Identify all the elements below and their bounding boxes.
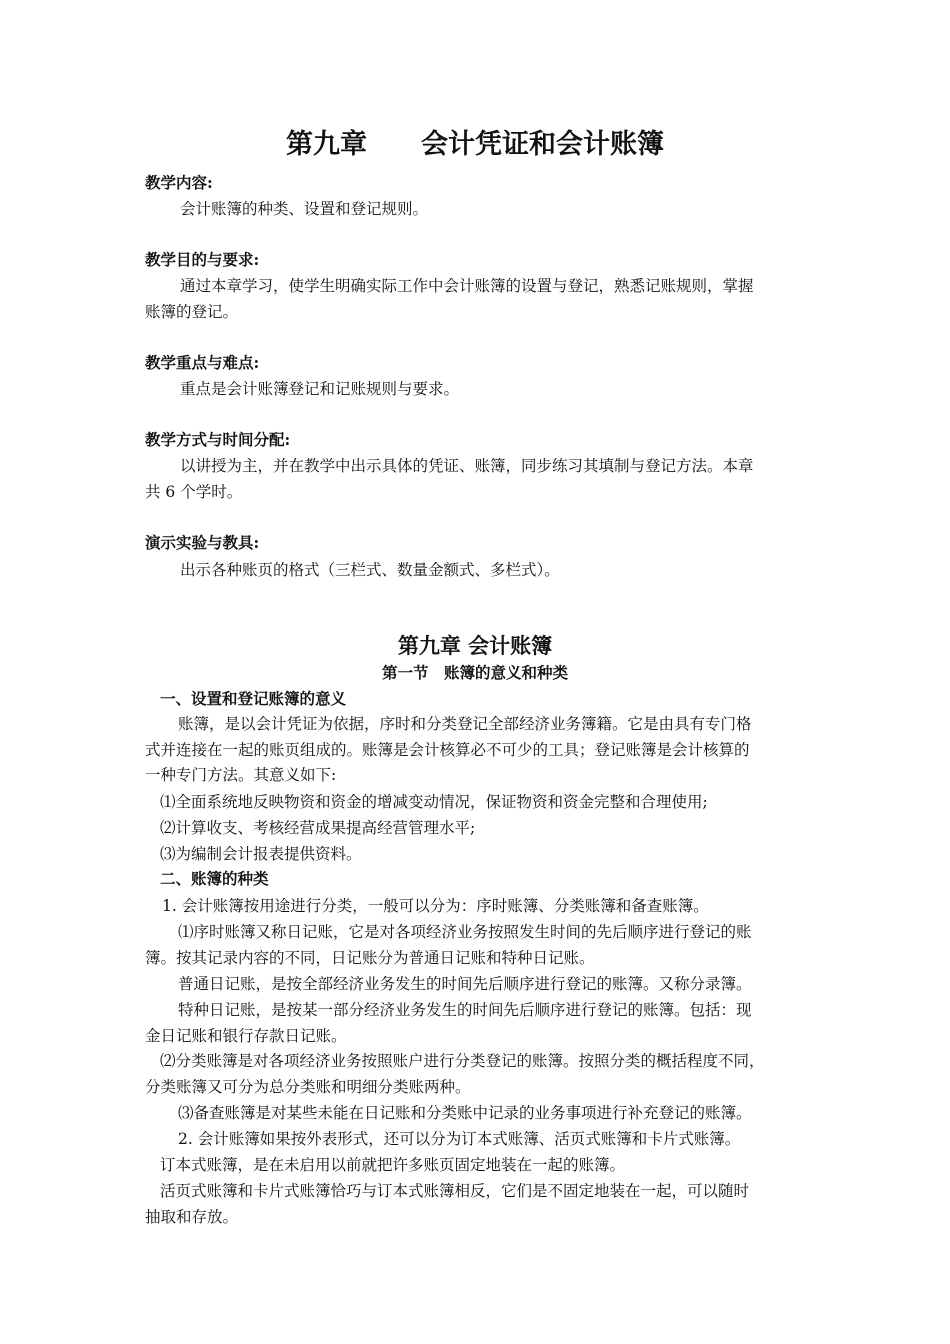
focus-heading: 教学重点与难点: <box>145 353 260 372</box>
para-line: 一种专门方法。其意义如下: <box>145 766 337 784</box>
para-line: 簿。按其记录内容的不同，日记账分为普通日记账和特种日记账。 <box>145 949 595 967</box>
focus-text: 重点是会计账簿登记和记账规则与要求。 <box>180 380 460 398</box>
para-line: ⑴序时账簿又称日记账，它是对各项经济业务按照发生时间的先后顺序进行登记的账 <box>178 923 752 941</box>
chapter-subtitle: 第九章 会计账簿 <box>397 633 553 658</box>
heading-significance: 一、设置和登记账簿的意义 <box>160 689 347 708</box>
goal-heading: 教学目的与要求: <box>145 250 260 269</box>
para-line: 活页式账簿和卡片式账簿恰巧与订本式账簿相反，它们是不固定地装在一起，可以随时 <box>160 1182 750 1200</box>
content-text: 会计账簿的种类、设置和登记规则。 <box>180 200 429 218</box>
para-line: 1. 会计账簿按用途进行分类，一般可以分为：序时账簿、分类账簿和备查账簿。 <box>162 897 709 915</box>
para-line: 分类账簿又可分为总分类账和明细分类账两种。 <box>145 1078 471 1096</box>
list-item: ⑶为编制会计报表提供资料。 <box>160 845 362 863</box>
section-title: 第一节 账簿的意义和种类 <box>381 663 568 682</box>
para-line: 式并连接在一起的账页组成的。账簿是会计核算必不可少的工具；登记账簿是会计核算的 <box>145 741 750 759</box>
list-item: ⑵计算收支、考核经营成果提高经营管理水平; <box>160 819 476 837</box>
para-line: 金日记账和银行存款日记账。 <box>145 1027 347 1045</box>
goal-text-line1: 通过本章学习，使学生明确实际工作中会计账簿的设置与登记，熟悉记账规则，掌握 <box>180 277 754 295</box>
chapter-title: 第九章 会计凭证和会计账簿 <box>286 129 664 160</box>
heading-types: 二、账簿的种类 <box>160 869 269 888</box>
para-line: ⑵分类账簿是对各项经济业务按照账户进行分类登记的账簿。按照分类的概括程度不同， <box>160 1052 765 1070</box>
content-heading: 教学内容: <box>145 173 213 192</box>
para-line: 2. 会计账簿如果按外表形式，还可以分为订本式账簿、活页式账簿和卡片式账簿。 <box>178 1130 741 1148</box>
demo-text: 出示各种账页的格式（三栏式、数量金额式、多栏式）。 <box>180 561 560 579</box>
para-line: 账簿，是以会计凭证为依据，序时和分类登记全部经济业务簿籍。它是由具有专门格 <box>178 715 752 733</box>
para-line: 订本式账簿，是在未启用以前就把许多账页固定地装在一起的账簿。 <box>160 1156 626 1174</box>
para-line: ⑶备查账簿是对某些未能在日记账和分类账中记录的业务事项进行补充登记的账簿。 <box>178 1104 752 1122</box>
goal-text-line2: 账簿的登记。 <box>145 303 239 321</box>
method-heading: 教学方式与时间分配: <box>145 430 291 449</box>
method-text-line1: 以讲授为主，并在教学中出示具体的凭证、账簿，同步练习其填制与登记方法。本章 <box>180 457 754 475</box>
demo-heading: 演示实验与教具: <box>145 533 260 552</box>
para-line: 特种日记账，是按某一部分经济业务发生的时间先后顺序进行登记的账簿。包括：现 <box>178 1001 752 1019</box>
list-item: ⑴全面系统地反映物资和资金的增减变动情况，保证物资和资金完整和合理使用; <box>160 793 708 811</box>
method-text-line2: 共 6 个学时。 <box>145 483 243 501</box>
para-line: 抽取和存放。 <box>145 1208 239 1226</box>
para-line: 普通日记账，是按全部经济业务发生的时间先后顺序进行登记的账簿。又称分录簿。 <box>178 975 752 993</box>
